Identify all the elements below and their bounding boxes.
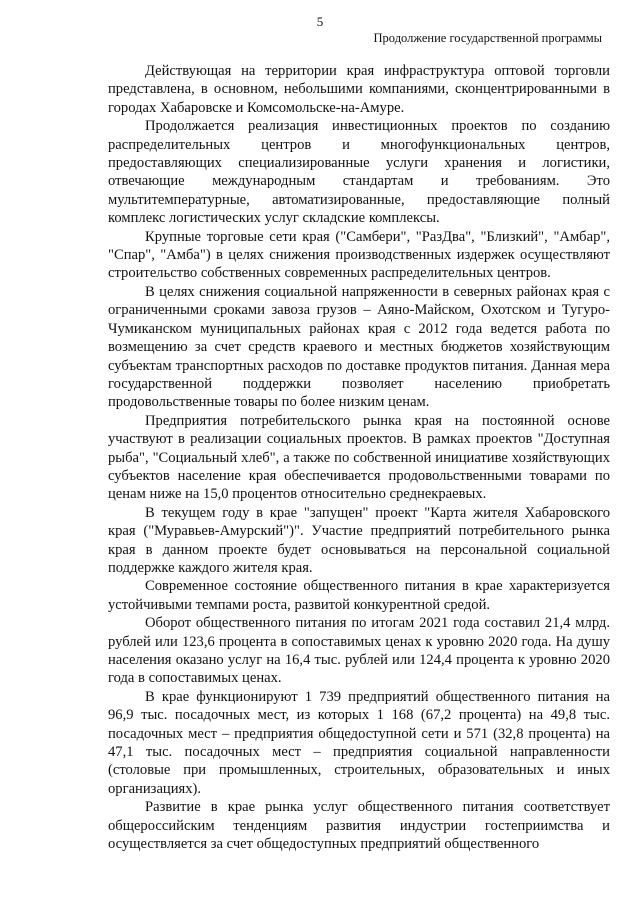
paragraph-social-projects: Предприятия потребительского рынка края на постоянной основе участвуют в реализации социальных проектов. В рамках проектов "Доступная рыба", "Социальный хлеб", а также по собственной инициативе хозяйствующих субъектов население края обеспечивается продовольственными товарами по ценам ниже на 15,0 процентов относительно среднекраевых.	[108, 412, 610, 503]
paragraph-catering-turnover: Оборот общественного питания по итогам 2021 года составил 21,4 млрд. рублей или 123,6 процента в сопоставимых ценах к уровню 2020 года. На душу населения оказано услуг на 16,4 тыс. рублей или 124,4 процента к уровню 2020 года в сопоставимых ценах.	[108, 615, 610, 687]
paragraph-wholesale-infrastructure: Действующая на территории края инфраструктура оптовой торговли представлена, в основном, небольшими компаниями, сконцентрированными в городах Хабаровске и Комсомольске-на-Амуре.	[108, 63, 610, 116]
paragraph-distribution-centers: Продолжается реализация инвестиционных проектов по созданию распределительных центров и многофункциональных центров, предоставляющих специализированные услуги хранения и логистики, отвечающие международным стандартам и требованиям. Это мультитемпературные, автоматизированные, предоставляющие полный комплекс логистических услуг складские комплексы.	[108, 118, 610, 227]
paragraph-catering-development: Развитие в крае рынка услуг общественного питания соответствует общероссийским тенденциям развития индустрии гостеприимства и осуществляется за счет общедоступных предприятий общественного	[108, 799, 610, 853]
document-body	[108, 62, 610, 853]
paragraph-catering-state: Современное состояние общественного питания в крае характеризуется устойчивыми темпами роста, развитой конкурентной средой.	[108, 578, 610, 613]
running-header: Продолжение государственной программы	[373, 31, 602, 45]
paragraph-resident-card: В текущем году в крае "запущен" проект "Карта жителя Хабаровского края ("Муравьев-Амурский")". Участие предприятий потребительного рынка края в данном проекте будет основываться на персональной социальной поддержке каждого жителя края.	[108, 504, 610, 576]
paragraph-catering-enterprises: В крае функционируют 1 739 предприятий общественного питания на 96,9 тыс. посадочных мест, из которых 1 168 (67,2 процента) на 49,8 тыс. посадочных мест – предприятия общедоступной сети и 571 (32,8 процента) на 47,1 тыс. посадочных мест – предприятия социальной направленности (столовые при промышленных, строительных, образовательных и иных организациях).	[108, 688, 610, 797]
paragraph-retail-chains: Крупные торговые сети края ("Самбери", "РазДва", "Близкий", "Амбар", "Спар", "Амба") в целях снижения производственных издержек осуществляют строительство собственных современных распределительных центров.	[108, 228, 610, 282]
paragraph-northern-districts: В целях снижения социальной напряженности в северных районах края с ограниченными сроками завоза грузов – Аяно-Майском, Охотском и Тугуро-Чумиканском муниципальных районах края с 2012 года ведется работа по возмещению за счет средств краевого и местных бюджетов хозяйствующим субъектам транспортных расходов по доставке продуктов питания. Данная мера государственной поддержки позволяет населению приобретать продовольственные товары по более низким ценам.	[108, 283, 610, 411]
page-number: 5	[316, 14, 324, 29]
